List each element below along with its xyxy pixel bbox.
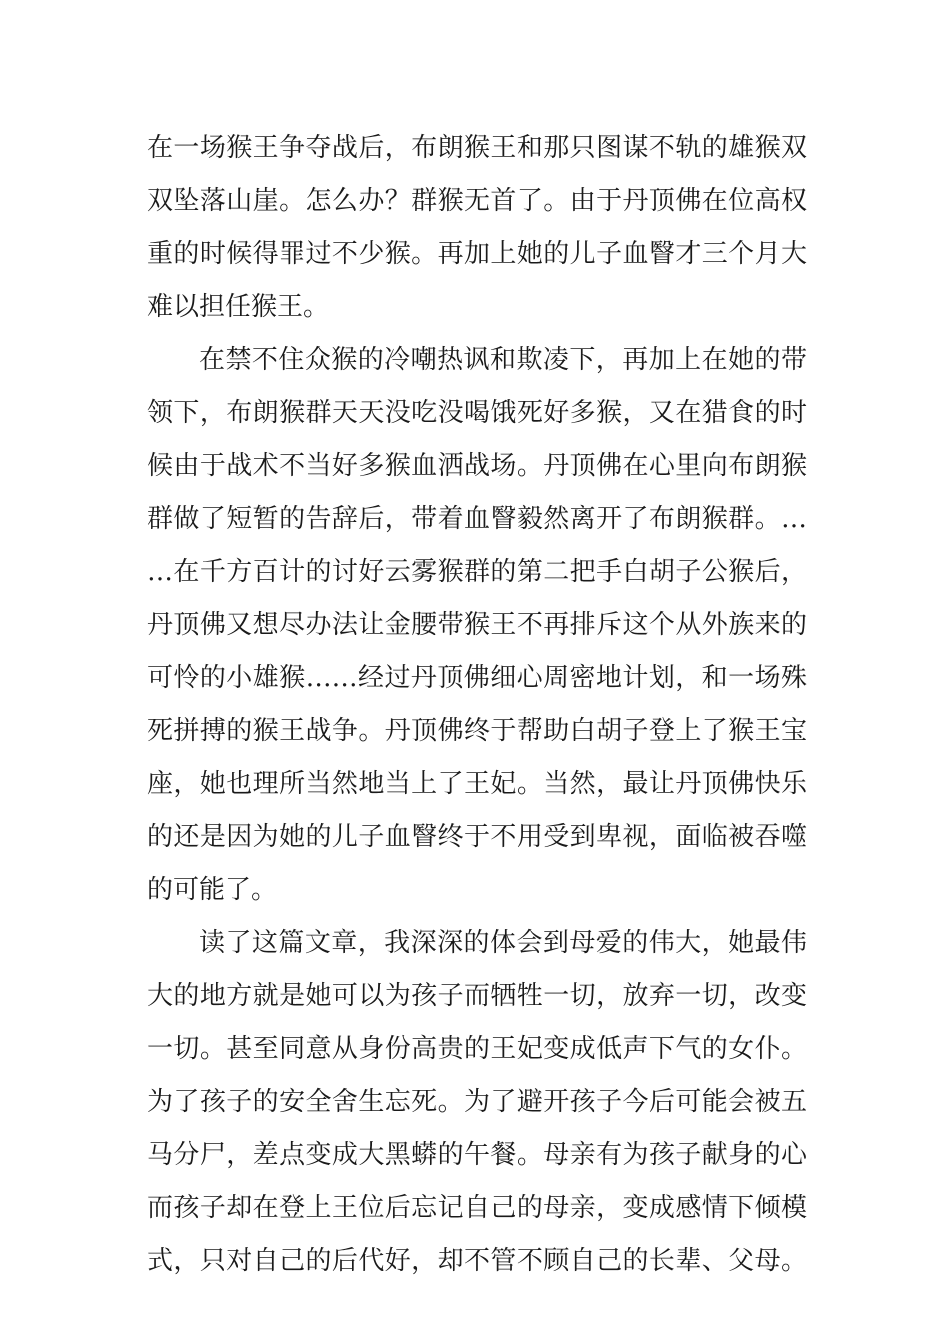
text-line: 读了这篇文章，我深深的体会到母爱的伟大，她最伟 — [199, 928, 807, 958]
text-line: 的可能了。 — [147, 875, 278, 905]
text-line: 双坠落山崖。怎么办？群猴无首了。由于丹顶佛在位高权 — [147, 186, 807, 216]
text-line: 在一场猴王争夺战后，布朗猴王和那只图谋不轨的雄猴双 — [147, 133, 807, 163]
text-line: 在禁不住众猴的冷嘲热讽和欺凌下，再加上在她的带 — [199, 345, 807, 375]
text-line: 群做了短暂的告辞后，带着血瞖毅然离开了布朗猴群。… — [147, 504, 807, 534]
text-line: 可怜的小雄猴……经过丹顶佛细心周密地计划，和一场殊 — [147, 663, 807, 693]
text-line: 重的时候得罪过不少猴。再加上她的儿子血瞖才三个月大 — [147, 239, 807, 269]
text-line: 而孩子却在登上王位后忘记自己的母亲，变成感情下倾模 — [147, 1193, 807, 1223]
paragraph-2 — [147, 334, 807, 917]
text-line: 式，只对自己的后代好，却不管不顾自己的长辈、父母。 — [147, 1246, 807, 1276]
paragraph-3 — [147, 917, 807, 1288]
text-line: 为了孩子的安全舍生忘死。为了避开孩子今后可能会被五 — [147, 1087, 807, 1117]
text-line: 领下，布朗猴群天天没吃没喝饿死好多猴，又在猎食的时 — [147, 398, 807, 428]
text-line: 丹顶佛又想尽办法让金腰带猴王不再排斥这个从外族来的 — [147, 610, 807, 640]
text-line: 一切。甚至同意从身份高贵的王妃变成低声下气的女仆。 — [147, 1034, 807, 1064]
text-line: 的还是因为她的儿子血瞖终于不用受到卑视，面临被吞噬 — [147, 822, 807, 852]
text-line: 难以担任猴王。 — [147, 292, 330, 322]
text-line: …在千方百计的讨好云雾猴群的第二把手白胡子公猴后， — [147, 557, 807, 587]
text-line: 大的地方就是她可以为孩子而牺牲一切，放弃一切，改变 — [147, 981, 807, 1011]
document-body — [147, 122, 807, 1288]
paragraph-1 — [147, 122, 807, 334]
text-line: 死拼搏的猴王战争。丹顶佛终于帮助白胡子登上了猴王宝 — [147, 716, 807, 746]
text-line: 座，她也理所当然地当上了王妃。当然，最让丹顶佛快乐 — [147, 769, 807, 799]
text-line: 马分尸，差点变成大黑蟒的午餐。母亲有为孩子献身的心 — [147, 1140, 807, 1170]
text-line: 候由于战术不当好多猴血洒战场。丹顶佛在心里向布朗猴 — [147, 451, 807, 481]
